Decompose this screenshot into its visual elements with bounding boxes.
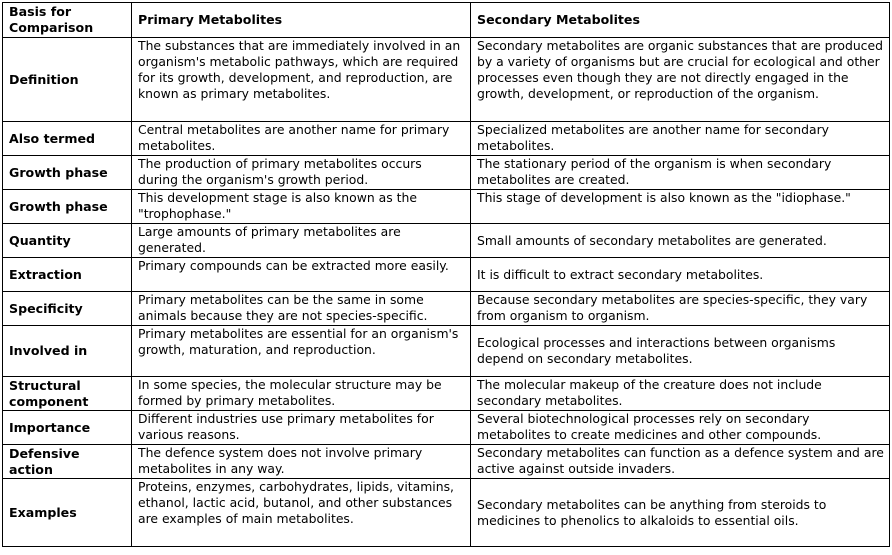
secondary-cell: Several biotechnological processes rely on secondary metabolites to create medicines and other compounds. [471, 411, 890, 445]
table-row [3, 411, 890, 445]
row-label: Structural component [3, 377, 132, 411]
table-row [3, 292, 890, 326]
secondary-cell: The molecular makeup of the creature does not include secondary metabolites. [471, 377, 890, 411]
table-row [3, 445, 890, 479]
row-label: Also termed [3, 122, 132, 156]
secondary-cell: Ecological processes and interactions between organisms depend on secondary metabolites. [471, 326, 890, 377]
header-primary: Primary Metabolites [132, 3, 471, 38]
row-label: Definition [3, 38, 132, 122]
primary-cell: Different industries use primary metabolites for various reasons. [132, 411, 471, 445]
primary-cell: Large amounts of primary metabolites are generated. [132, 224, 471, 258]
comparison-table [2, 2, 890, 547]
row-label: Examples [3, 479, 132, 547]
primary-cell: Primary metabolites are essential for an organism's growth, maturation, and reproduction. [132, 326, 471, 377]
table-row [3, 258, 890, 292]
secondary-cell: It is difficult to extract secondary metabolites. [471, 258, 890, 292]
row-label: Importance [3, 411, 132, 445]
row-label: Quantity [3, 224, 132, 258]
primary-cell: This development stage is also known as the "trophophase." [132, 190, 471, 224]
table-row [3, 38, 890, 122]
table-row [3, 190, 890, 224]
primary-cell: The substances that are immediately involved in an organism's metabolic pathways, which are required for its growth, development, and reproduction, are known as primary metabolites. [132, 38, 471, 122]
primary-cell: Primary metabolites can be the same in some animals because they are not species-specific. [132, 292, 471, 326]
secondary-cell: Secondary metabolites are organic substances that are produced by a variety of organisms but are crucial for ecological and other processes even though they are not directly engaged in the growth, development, or reproduction of the organism. [471, 38, 890, 122]
secondary-cell: Specialized metabolites are another name for secondary metabolites. [471, 122, 890, 156]
table-row [3, 326, 890, 377]
primary-cell: Proteins, enzymes, carbohydrates, lipids, vitamins, ethanol, lactic acid, butanol, and other substances are examples of main metabolites. [132, 479, 471, 547]
table-row [3, 377, 890, 411]
row-label: Extraction [3, 258, 132, 292]
table-row [3, 122, 890, 156]
secondary-cell: This stage of development is also known as the "idiophase." [471, 190, 890, 224]
row-label: Growth phase [3, 190, 132, 224]
primary-cell: In some species, the molecular structure may be formed by primary metabolites. [132, 377, 471, 411]
primary-cell: Primary compounds can be extracted more easily. [132, 258, 471, 292]
secondary-cell: The stationary period of the organism is when secondary metabolites are created. [471, 156, 890, 190]
table-row [3, 224, 890, 258]
row-label: Growth phase [3, 156, 132, 190]
secondary-cell: Secondary metabolites can function as a defence system and are active against outside invaders. [471, 445, 890, 479]
header-secondary: Secondary Metabolites [471, 3, 890, 38]
row-label: Specificity [3, 292, 132, 326]
primary-cell: The defence system does not involve primary metabolites in any way. [132, 445, 471, 479]
secondary-cell: Secondary metabolites can be anything from steroids to medicines to phenolics to alkaloids to essential oils. [471, 479, 890, 547]
table-row [3, 479, 890, 547]
table-row [3, 156, 890, 190]
primary-cell: Central metabolites are another name for primary metabolites. [132, 122, 471, 156]
row-label: Involved in [3, 326, 132, 377]
secondary-cell: Because secondary metabolites are species-specific, they vary from organism to organism. [471, 292, 890, 326]
header-basis: Basis for Comparison [3, 3, 132, 38]
row-label: Defensive action [3, 445, 132, 479]
header-row [3, 3, 890, 38]
primary-cell: The production of primary metabolites occurs during the organism's growth period. [132, 156, 471, 190]
secondary-cell: Small amounts of secondary metabolites are generated. [471, 224, 890, 258]
